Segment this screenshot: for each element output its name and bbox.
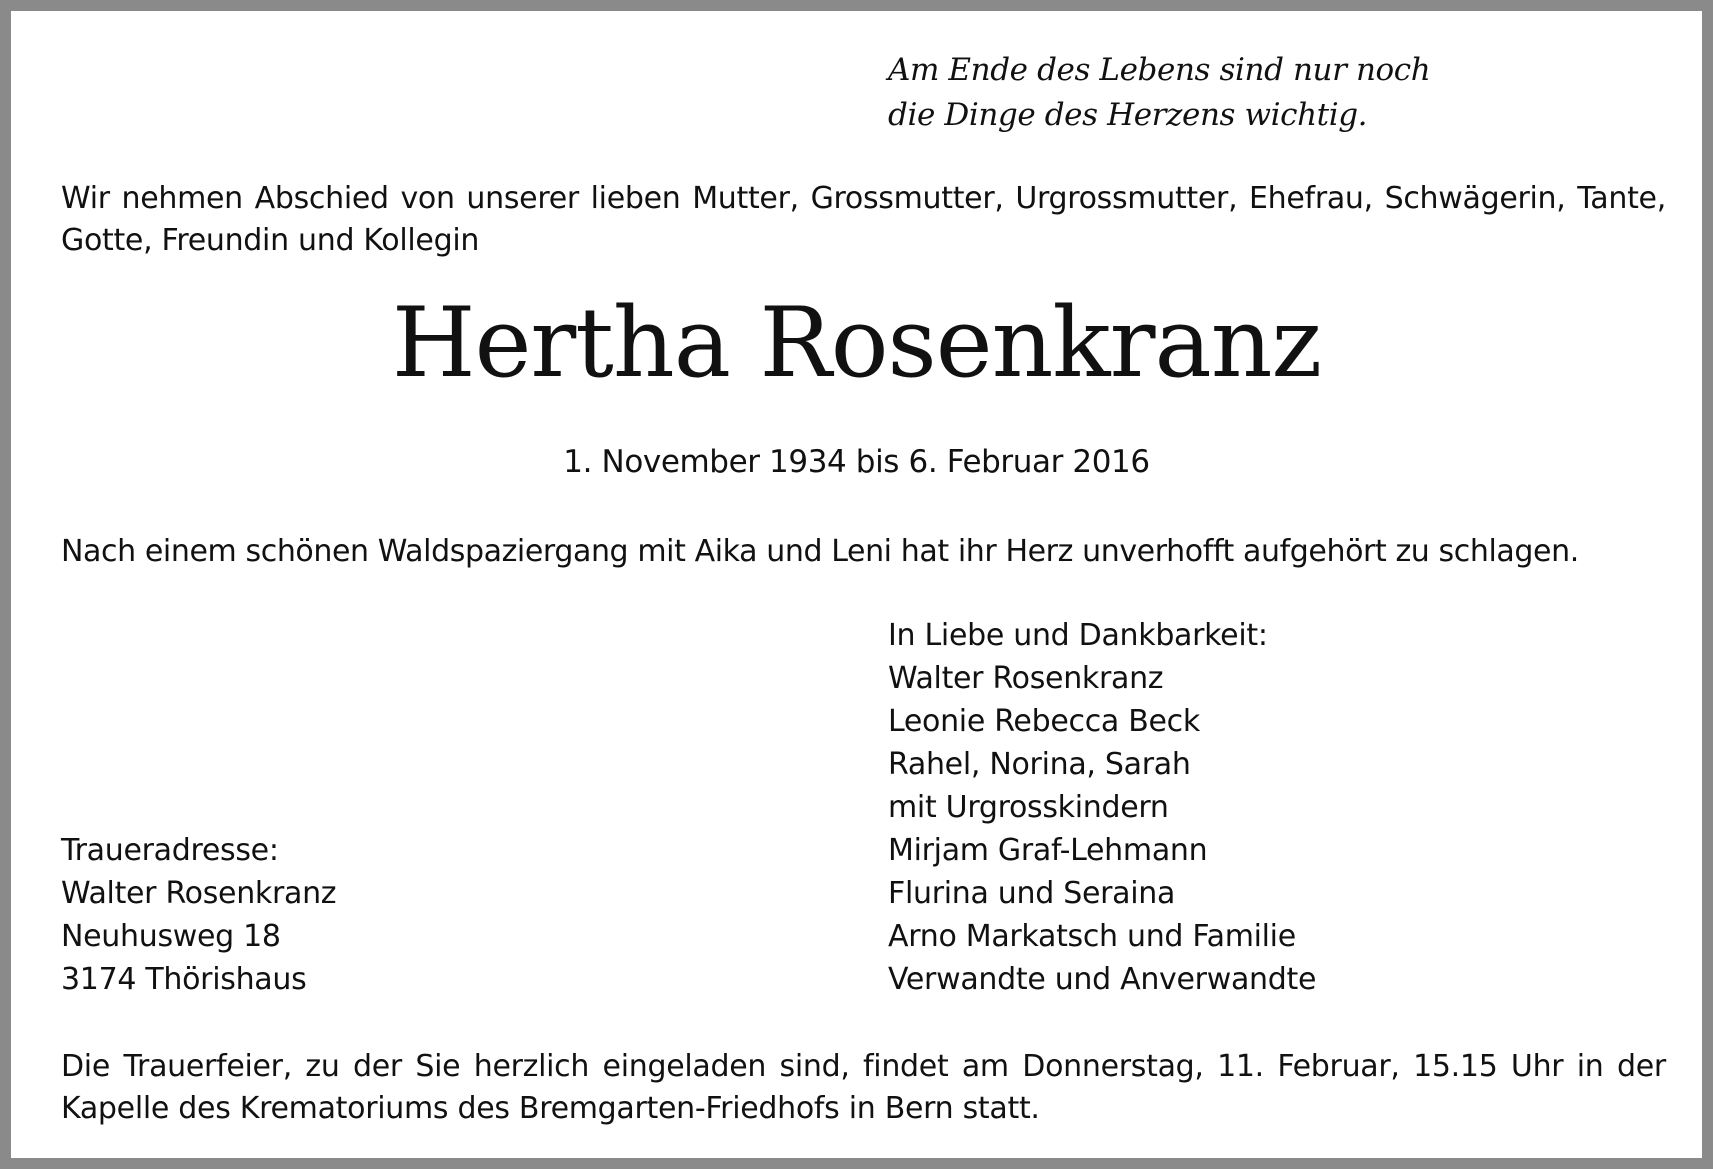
mourners-list [888, 614, 1668, 1001]
word: 15.15 [1413, 1049, 1498, 1084]
word: herzlich [473, 1049, 590, 1084]
mourner-name: Leonie Rebecca Beck [888, 704, 1200, 739]
word: Donnerstag, [1022, 1049, 1204, 1084]
address-city: 3174 Thörishaus [61, 962, 307, 997]
mourner-name: mit Urgrosskindern [888, 790, 1169, 825]
deceased-name: Hertha Rosenkranz [391, 287, 1322, 399]
word: von [400, 181, 455, 216]
word: der [353, 1049, 402, 1084]
mourner-name: Flurina und Seraina [888, 876, 1176, 911]
word: eingeladen [602, 1049, 767, 1084]
service-line-2: Kapelle des Krematoriums des Bremgarten-Friedhofs in Bern statt. [61, 1091, 1040, 1126]
address-name: Walter Rosenkranz [61, 876, 337, 911]
word: Mutter, [692, 181, 799, 216]
word: Wir [61, 181, 110, 216]
word: Sie [415, 1049, 461, 1084]
epigraph-quote [888, 48, 1608, 138]
word: 11. [1217, 1049, 1264, 1084]
word: sind, [779, 1049, 850, 1084]
word: Uhr [1510, 1049, 1564, 1084]
address-heading: Traueradresse: [61, 833, 279, 868]
mourner-name: Walter Rosenkranz [888, 661, 1164, 696]
word: Die [61, 1049, 110, 1084]
quote-line-2: die Dinge des Herzens wichtig. [888, 97, 1368, 133]
word: zu [305, 1049, 340, 1084]
word: unserer [466, 181, 579, 216]
mourner-name: Rahel, Norina, Sarah [888, 747, 1191, 782]
funeral-service-paragraph [61, 1046, 1666, 1130]
mourner-name: Verwandte und Anverwandte [888, 962, 1317, 997]
mourners-heading: In Liebe und Dankbarkeit: [888, 618, 1268, 653]
life-dates: 1. November 1934 bis 6. Februar 2016 [563, 444, 1150, 480]
word: Urgrossmutter, [1015, 181, 1238, 216]
obituary-notice [11, 11, 1702, 1158]
story-paragraph: Nach einem schönen Waldspaziergang mit Aika und Leni hat ihr Herz unverhofft aufgehört zu schlagen. [61, 534, 1579, 569]
word: Abschied [254, 181, 389, 216]
intro-line-2: Gotte, Freundin und Kollegin [61, 223, 480, 258]
quote-line-1: Am Ende des Lebens sind nur noch [888, 52, 1431, 88]
address-street: Neuhusweg 18 [61, 919, 281, 954]
intro-paragraph [61, 178, 1666, 262]
word: nehmen [121, 181, 243, 216]
mourning-address [61, 829, 761, 1001]
word: am [961, 1049, 1009, 1084]
word: Tante, [1577, 181, 1666, 216]
word: Grossmutter, [810, 181, 1004, 216]
word: Trauerfeier, [123, 1049, 292, 1084]
word: lieben [590, 181, 681, 216]
service-line-1 [61, 1046, 1666, 1088]
word: Ehefrau, [1249, 181, 1373, 216]
word: findet [863, 1049, 949, 1084]
word: der [1616, 1049, 1666, 1084]
word: Schwägerin, [1384, 181, 1566, 216]
mourner-name: Mirjam Graf-Lehmann [888, 833, 1208, 868]
word: in [1576, 1049, 1604, 1084]
intro-line-1 [61, 178, 1666, 220]
mourner-name: Arno Markatsch und Familie [888, 919, 1296, 954]
word: Februar, [1277, 1049, 1400, 1084]
